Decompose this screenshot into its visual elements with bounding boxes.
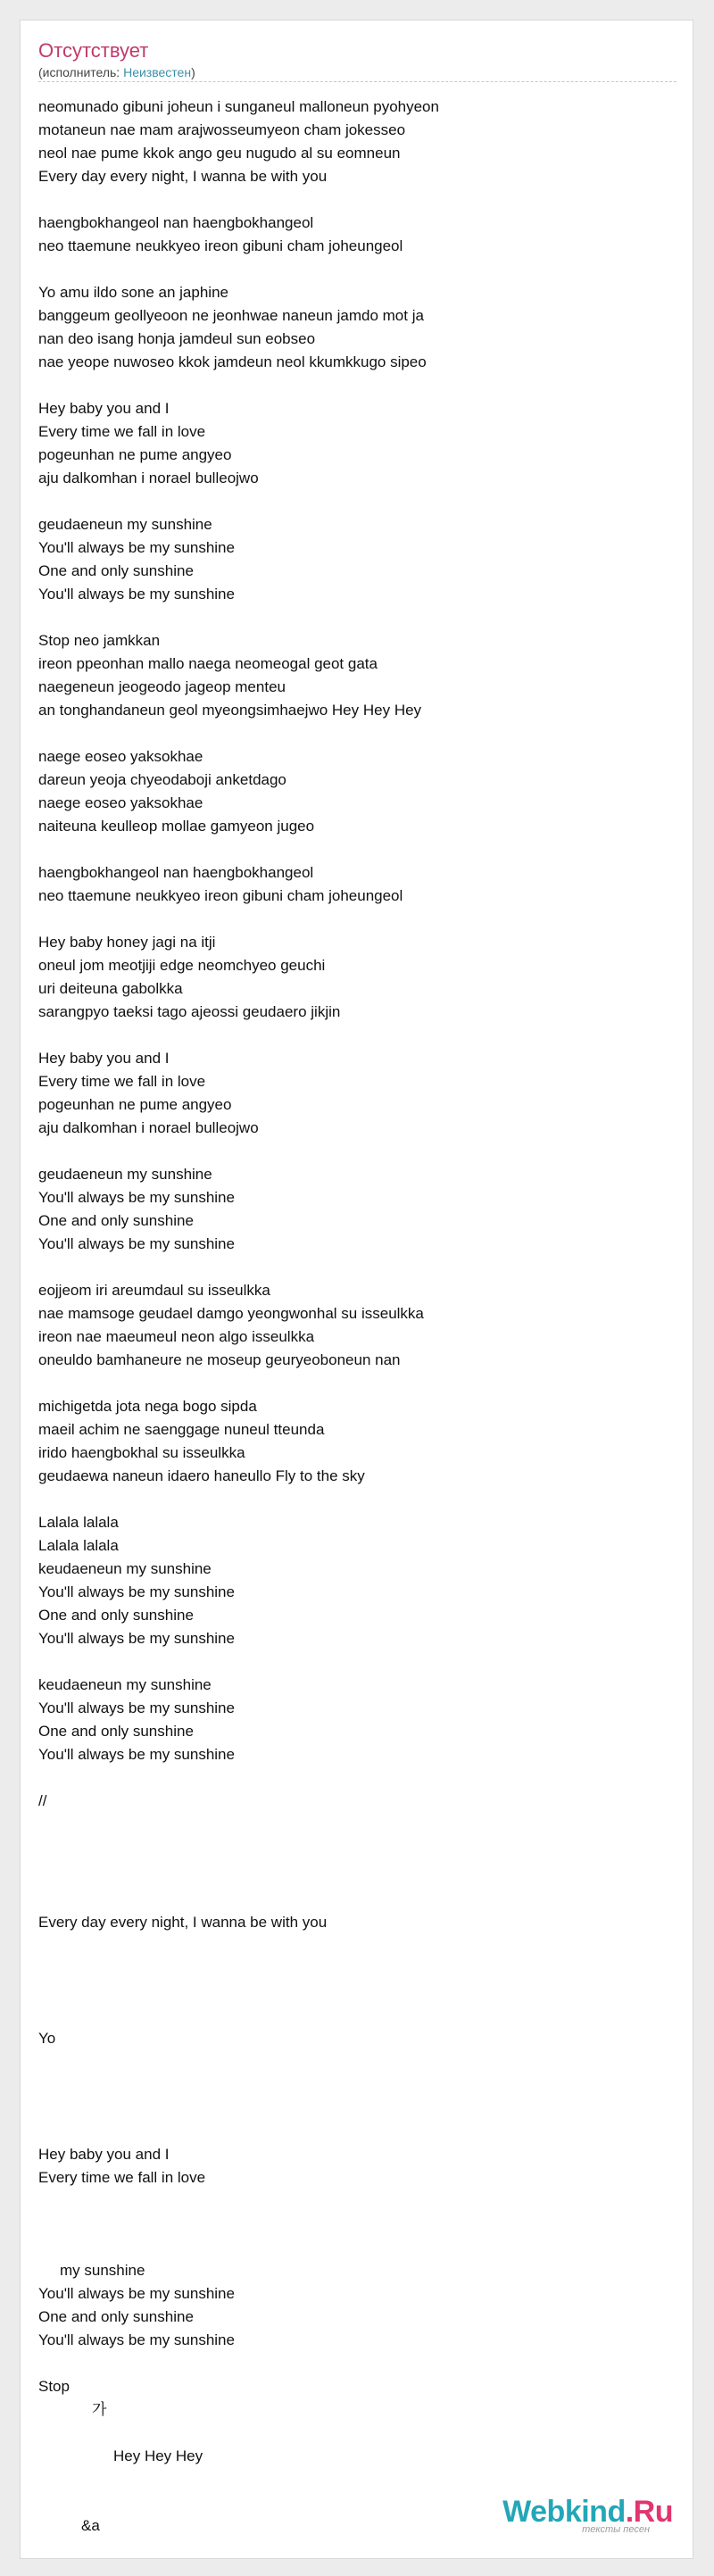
lyric-line: oneul jom meotjiji edge neomchyeo geuchi <box>38 957 326 974</box>
lyric-line: aju dalkomhan i norael bulleojwo <box>38 469 259 486</box>
lyric-line: Lalala lalala <box>38 1537 119 1554</box>
lyric-line: You'll always be my sunshine <box>38 1746 235 1763</box>
lyric-line: One and only sunshine <box>38 1212 194 1229</box>
lyric-line: geudaeneun my sunshine <box>38 1166 212 1183</box>
lyric-line: aju dalkomhan i norael bulleojwo <box>38 1119 259 1136</box>
tail-line: &a <box>81 2517 100 2534</box>
lyrics-card <box>20 20 693 2559</box>
lyric-line: ireon nae maeumeul neon algo isseulkka <box>38 1328 315 1345</box>
lyrics-tail <box>21 21 693 2558</box>
tail-line: Every time we fall in love <box>38 2169 206 2186</box>
song-title: Отсутствует <box>38 39 149 62</box>
tail-line: Hey Hey Hey <box>113 2447 203 2464</box>
lyric-line: naege eoseo yaksokhae <box>38 794 203 811</box>
lyric-line: sarangpyo taeksi tago ajeossi geudaero jikjin <box>38 1003 341 1020</box>
lyric-line: geudaeneun my sunshine <box>38 516 212 533</box>
lyric-line: neo ttaemune neukkyeo ireon gibuni cham joheungeol <box>38 887 403 904</box>
lyric-line: naegeneun jeogeodo jageop menteu <box>38 678 286 695</box>
lyric-line: You'll always be my sunshine <box>38 1189 235 1206</box>
lyric-line: pogeunhan ne pume angyeo <box>38 1096 232 1113</box>
lyric-line: maeil achim ne saenggage nuneul tteunda <box>38 1421 325 1438</box>
lyric-line: Stop neo jamkkan <box>38 632 161 649</box>
lyric-line: You'll always be my sunshine <box>38 1630 235 1647</box>
lyric-line: You'll always be my sunshine <box>38 1235 235 1252</box>
lyric-line: You'll always be my sunshine <box>38 1699 235 1716</box>
lyric-line: One and only sunshine <box>38 1723 194 1740</box>
lyric-line: naege eoseo yaksokhae <box>38 748 203 765</box>
lyric-line: nae mamsoge geudael damgo yeongwonhal su isseulkka <box>38 1305 424 1322</box>
lyric-line: michigetda jota nega bogo sipda <box>38 1398 257 1415</box>
logo-word: Webkind <box>502 2495 626 2529</box>
lyric-line: motaneun nae mam arajwosseumyeon cham jokesseo <box>38 121 406 138</box>
artist-prefix: (исполнитель: <box>38 65 124 79</box>
lyric-line: ireon ppeonhan mallo naega neomeogal geot gata <box>38 655 378 672</box>
lyric-line: oneuldo bamhaneure ne moseup geuryeoboneun nan <box>38 1351 401 1368</box>
tail-line: You'll always be my sunshine <box>38 2285 235 2302</box>
lyric-line: neomunado gibuni joheun i sunganeul malloneun pyohyeon <box>38 98 439 115</box>
lyric-line: pogeunhan ne pume angyeo <box>38 446 232 463</box>
logo-domain: .Ru <box>625 2495 673 2529</box>
lyric-line: dareun yeoja chyeodaboji anketdago <box>38 771 286 788</box>
lyric-line: neol nae pume kkok ango geu nugudo al su eomneun <box>38 145 401 162</box>
tail-line: Every day every night, I wanna be with you <box>38 1914 328 1931</box>
tail-line: You'll always be my sunshine <box>38 2331 235 2348</box>
lyric-line: Hey baby you and I <box>38 1050 170 1067</box>
lyric-line: neo ttaemune neukkyeo ireon gibuni cham joheungeol <box>38 237 403 254</box>
lyric-line: One and only sunshine <box>38 562 194 579</box>
lyric-line: Hey baby you and I <box>38 400 170 417</box>
tail-line: my sunshine <box>60 2262 145 2279</box>
lyric-line: banggeum geollyeoon ne jeonhwae naneun jamdo mot ja <box>38 307 424 324</box>
lyric-line: geudaewa naneun idaero haneullo Fly to the sky <box>38 1467 365 1484</box>
lyric-line: uri deiteuna gabolkka <box>38 980 183 997</box>
lyric-line: Every day every night, I wanna be with you <box>38 168 328 185</box>
lyric-line: // <box>38 1792 47 1809</box>
lyric-line: nae yeope nuwoseo kkok jamdeun neol kkumkkugo sipeo <box>38 353 427 370</box>
lyric-line: nan deo isang honja jamdeul sun eobseo <box>38 330 316 347</box>
tail-line: Stop <box>38 2378 70 2395</box>
lyric-line: Lalala lalala <box>38 1514 119 1531</box>
tail-line: Hey baby you and I <box>38 2146 170 2163</box>
lyric-line: Hey baby honey jagi na itji <box>38 934 216 951</box>
logo-wordmark <box>502 2496 673 2528</box>
lyric-line: Every time we fall in love <box>38 423 206 440</box>
lyric-line: One and only sunshine <box>38 1607 194 1624</box>
lyric-line: haengbokhangeol nan haengbokhangeol <box>38 864 314 881</box>
lyric-line: Yo amu ildo sone an japhine <box>38 284 228 301</box>
tail-line: 가 <box>92 2401 107 2418</box>
lyric-line: Every time we fall in love <box>38 1073 206 1090</box>
artist-link[interactable]: Неизвестен <box>123 65 192 79</box>
lyric-line: keudaeneun my sunshine <box>38 1560 212 1577</box>
lyric-line: keudaeneun my sunshine <box>38 1676 212 1693</box>
artist-suffix: ) <box>191 65 195 79</box>
lyric-line: eojjeom iri areumdaul su isseulkka <box>38 1282 270 1299</box>
tail-line: One and only sunshine <box>38 2308 194 2325</box>
logo-tagline: тексты песен <box>582 2524 650 2535</box>
tail-line: Yo <box>38 2030 56 2047</box>
lyric-line: You'll always be my sunshine <box>38 1583 235 1600</box>
lyric-line: irido haengbokhal su isseulkka <box>38 1444 245 1461</box>
lyric-line: You'll always be my sunshine <box>38 539 235 556</box>
lyric-line: an tonghandaneun geol myeongsimhaejwo Hey Hey Hey <box>38 702 422 719</box>
lyric-line: haengbokhangeol nan haengbokhangeol <box>38 214 314 231</box>
site-logo[interactable] <box>502 2496 673 2535</box>
lyric-line: You'll always be my sunshine <box>38 586 235 602</box>
lyric-line: naiteuna keulleop mollae gamyeon jugeo <box>38 818 315 835</box>
